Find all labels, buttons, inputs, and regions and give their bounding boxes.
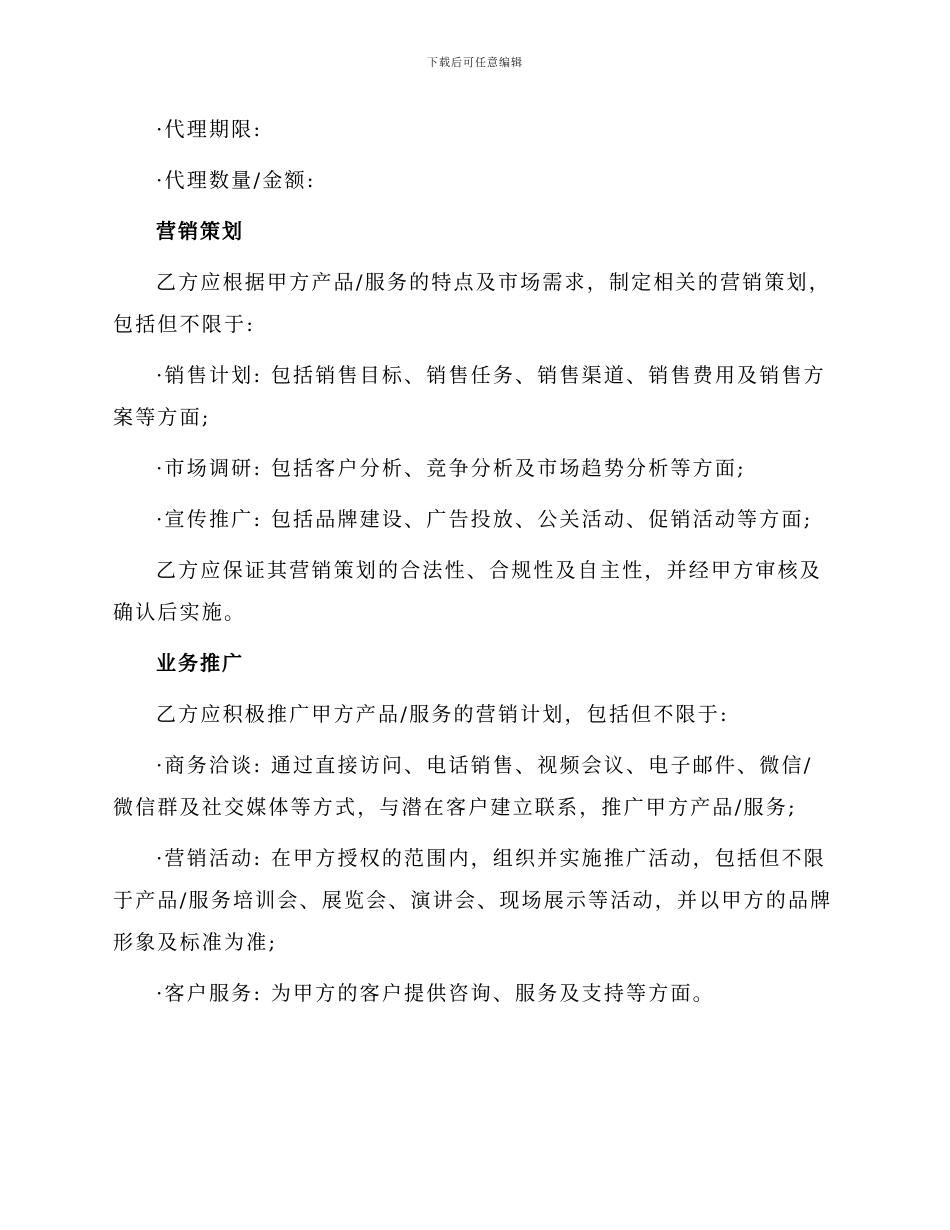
term-period-item: ·代理期限: <box>156 117 263 141</box>
customer-service-item: ·客户服务: 为甲方的客户提供咨询、服务及支持等方面。 <box>156 981 715 1005</box>
section-heading-business-promotion: 业务推广 <box>156 651 244 675</box>
market-research-item: ·市场调研: 包括客户分析、竞争分析及市场趋势分析等方面; <box>156 456 746 480</box>
document-body <box>113 108 833 1023</box>
marketing-plan-intro: 乙方应根据甲方产品/服务的特点及市场需求，制定相关的营销策划，包括但不限于: <box>113 270 831 336</box>
term-quantity-item: ·代理数量/金额: <box>156 168 316 192</box>
sales-plan-item: ·销售计划: 包括销售目标、销售任务、销售渠道、销售费用及销售方案等方面; <box>113 363 826 429</box>
marketing-activities-item: ·营销活动: 在甲方授权的范围内，组织并实施推广活动，包括但不限于产品/服务培训会、展览会、演讲会、现场展示等活动，并以甲方的品牌形象及标准为准; <box>113 846 833 954</box>
promotion-item: ·宣传推广: 包括品牌建设、广告投放、公关活动、促销活动等方面; <box>156 507 813 531</box>
marketing-plan-compliance: 乙方应保证其营销策划的合法性、合规性及自主性，并经甲方审核及确认后实施。 <box>113 558 822 624</box>
business-promotion-intro: 乙方应积极推广甲方产品/服务的营销计划，包括但不限于: <box>156 702 729 726</box>
section-heading-marketing-plan: 营销策划 <box>156 219 244 243</box>
business-negotiation-item: ·商务洽谈: 通过直接访问、电话销售、视频会议、电子邮件、微信/微信群及社交媒体等方式，与潜在客户建立联系，推广甲方产品/服务; <box>113 753 813 819</box>
header-note: 下载后可任意编辑 <box>427 56 523 69</box>
